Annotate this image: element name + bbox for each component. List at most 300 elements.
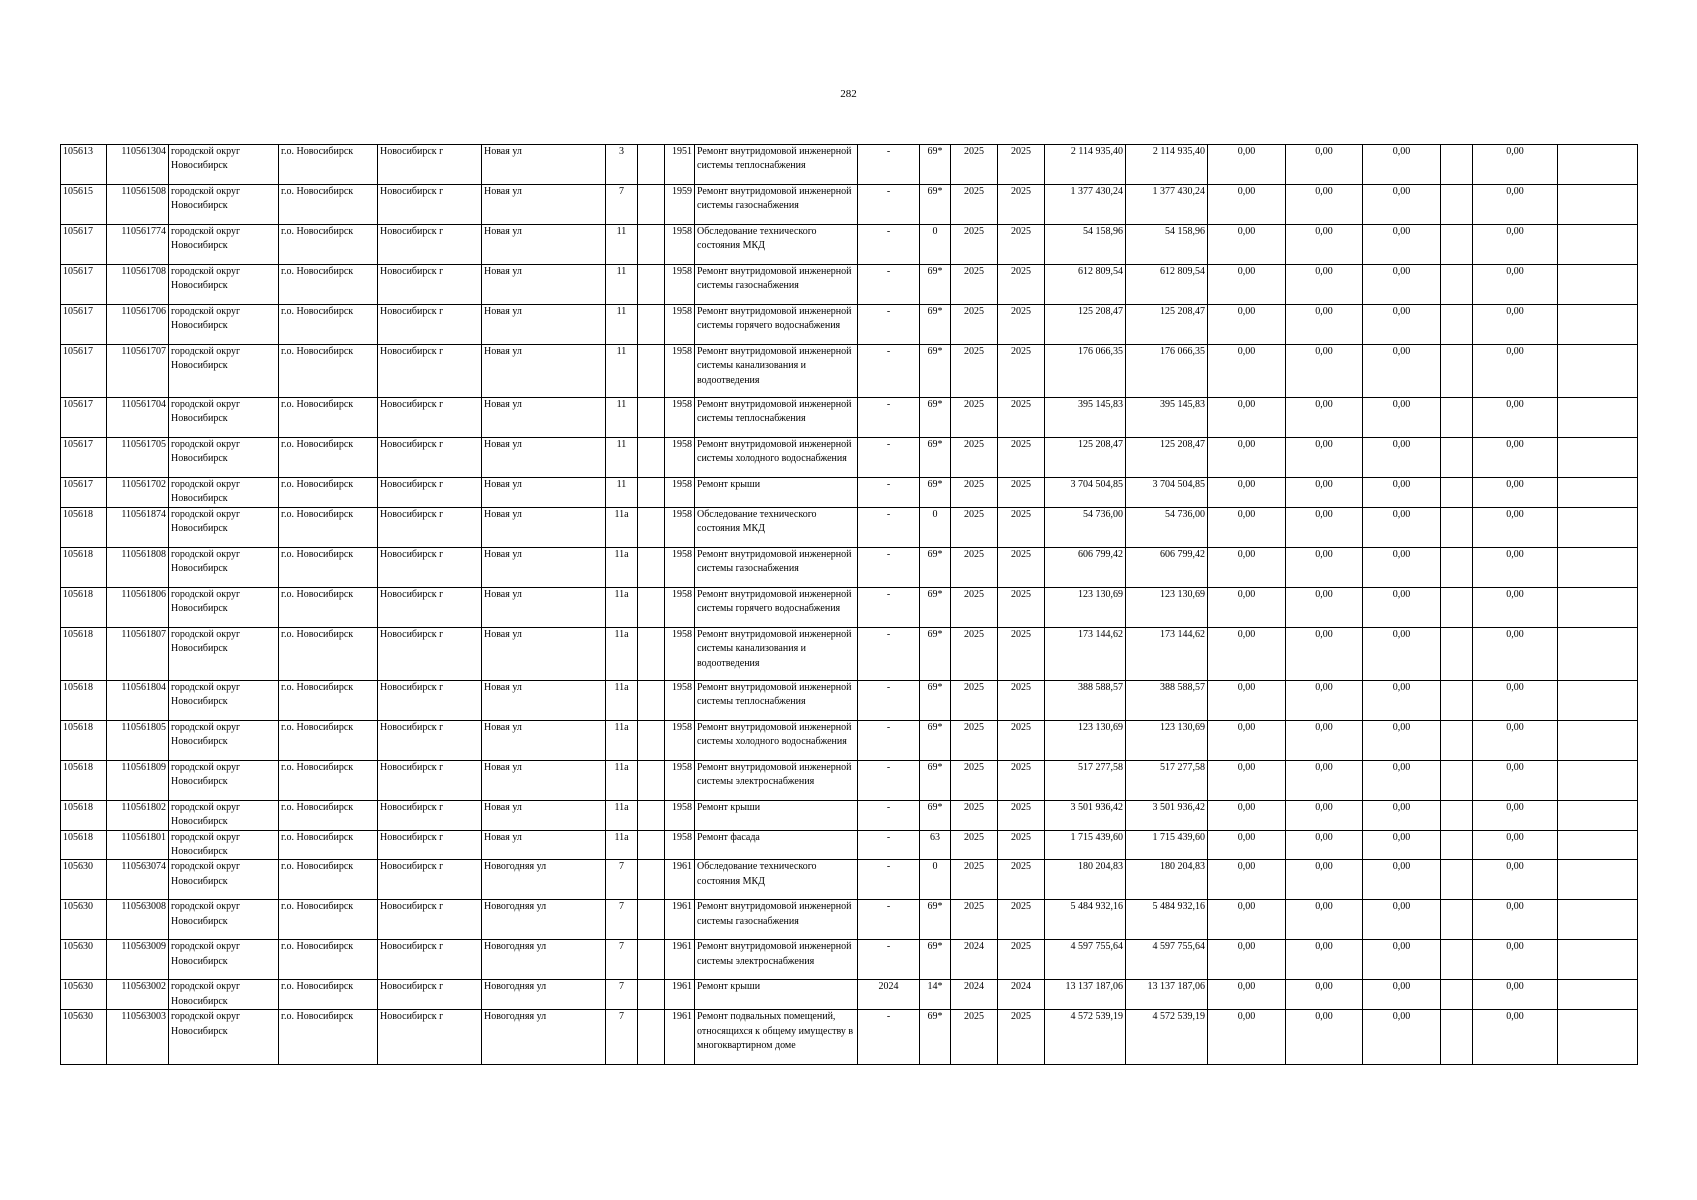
work-type-cell: Ремонт внутридомовой инженерной системы теплоснабжения: [695, 398, 858, 438]
building-cell: [638, 627, 665, 680]
extra-cell: [1558, 720, 1638, 760]
year-built-cell: 1951: [665, 145, 695, 185]
plan-end-year-cell: 2025: [998, 507, 1045, 547]
owner-funds-cell: 0,00: [1473, 185, 1558, 225]
spacer-cell: [1441, 680, 1473, 720]
table-row: [61, 438, 1638, 478]
extra-cell: [1558, 185, 1638, 225]
district-cell: г.о. Новосибирск: [279, 547, 378, 587]
total-cost-cell: 3 501 936,42: [1045, 800, 1126, 830]
extra-cell: [1558, 547, 1638, 587]
reg-number-cell: 105617: [61, 438, 107, 478]
municipality-cell: городской округ Новосибирск: [169, 900, 279, 940]
municipality-cell: городской округ Новосибирск: [169, 680, 279, 720]
year-built-cell: 1958: [665, 345, 695, 398]
district-cell: г.о. Новосибирск: [279, 438, 378, 478]
owner-funds-cell: 0,00: [1473, 587, 1558, 627]
street-cell: Новая ул: [482, 507, 606, 547]
house-number-cell: 7: [606, 1010, 638, 1065]
object-id-cell: 110561802: [107, 800, 169, 830]
last-repair-year-cell: -: [858, 680, 920, 720]
wear-cell: 69*: [920, 478, 951, 508]
building-cell: [638, 860, 665, 900]
wear-cell: 14*: [920, 980, 951, 1010]
municipality-cell: городской округ Новосибирск: [169, 720, 279, 760]
owner-funds-cell: 0,00: [1473, 507, 1558, 547]
work-type-cell: Ремонт внутридомовой инженерной системы горячего водоснабжения: [695, 305, 858, 345]
plan-end-year-cell: 2025: [998, 680, 1045, 720]
fund-cost-cell: 125 208,47: [1126, 438, 1208, 478]
local-funds-cell: 0,00: [1363, 1010, 1441, 1065]
reg-number-cell: 105630: [61, 860, 107, 900]
reg-number-cell: 105617: [61, 265, 107, 305]
city-cell: Новосибирск г: [378, 438, 482, 478]
plan-end-year-cell: 2025: [998, 940, 1045, 980]
year-built-cell: 1958: [665, 760, 695, 800]
plan-end-year-cell: 2025: [998, 265, 1045, 305]
work-type-cell: Ремонт внутридомовой инженерной системы теплоснабжения: [695, 680, 858, 720]
plan-start-year-cell: 2025: [951, 305, 998, 345]
spacer-cell: [1441, 305, 1473, 345]
wear-cell: 69*: [920, 398, 951, 438]
building-cell: [638, 830, 665, 860]
plan-start-year-cell: 2025: [951, 438, 998, 478]
last-repair-year-cell: -: [858, 345, 920, 398]
reg-number-cell: 105618: [61, 800, 107, 830]
total-cost-cell: 517 277,58: [1045, 760, 1126, 800]
federal-funds-cell: 0,00: [1208, 680, 1286, 720]
total-cost-cell: 4 572 539,19: [1045, 1010, 1126, 1065]
object-id-cell: 110561804: [107, 680, 169, 720]
fund-cost-cell: 606 799,42: [1126, 547, 1208, 587]
plan-end-year-cell: 2025: [998, 760, 1045, 800]
wear-cell: 69*: [920, 345, 951, 398]
plan-end-year-cell: 2025: [998, 900, 1045, 940]
year-built-cell: 1958: [665, 478, 695, 508]
owner-funds-cell: 0,00: [1473, 800, 1558, 830]
street-cell: Новая ул: [482, 398, 606, 438]
federal-funds-cell: 0,00: [1208, 860, 1286, 900]
building-cell: [638, 760, 665, 800]
extra-cell: [1558, 398, 1638, 438]
work-type-cell: Ремонт внутридомовой инженерной системы канализования и водоотведения: [695, 345, 858, 398]
reg-number-cell: 105618: [61, 720, 107, 760]
regional-funds-cell: 0,00: [1286, 680, 1363, 720]
owner-funds-cell: 0,00: [1473, 720, 1558, 760]
house-number-cell: 11: [606, 305, 638, 345]
regional-funds-cell: 0,00: [1286, 900, 1363, 940]
local-funds-cell: 0,00: [1363, 265, 1441, 305]
municipality-cell: городской округ Новосибирск: [169, 305, 279, 345]
regional-funds-cell: 0,00: [1286, 507, 1363, 547]
year-built-cell: 1958: [665, 507, 695, 547]
reg-number-cell: 105630: [61, 940, 107, 980]
owner-funds-cell: 0,00: [1473, 680, 1558, 720]
table-row: [61, 145, 1638, 185]
spacer-cell: [1441, 800, 1473, 830]
street-cell: Новогодняя ул: [482, 980, 606, 1010]
federal-funds-cell: 0,00: [1208, 398, 1286, 438]
plan-start-year-cell: 2025: [951, 830, 998, 860]
local-funds-cell: 0,00: [1363, 940, 1441, 980]
plan-end-year-cell: 2025: [998, 478, 1045, 508]
total-cost-cell: 125 208,47: [1045, 438, 1126, 478]
local-funds-cell: 0,00: [1363, 680, 1441, 720]
last-repair-year-cell: -: [858, 900, 920, 940]
extra-cell: [1558, 980, 1638, 1010]
street-cell: Новая ул: [482, 305, 606, 345]
city-cell: Новосибирск г: [378, 830, 482, 860]
extra-cell: [1558, 478, 1638, 508]
object-id-cell: 110563074: [107, 860, 169, 900]
district-cell: г.о. Новосибирск: [279, 145, 378, 185]
federal-funds-cell: 0,00: [1208, 145, 1286, 185]
building-cell: [638, 438, 665, 478]
spacer-cell: [1441, 438, 1473, 478]
fund-cost-cell: 4 572 539,19: [1126, 1010, 1208, 1065]
federal-funds-cell: 0,00: [1208, 980, 1286, 1010]
plan-start-year-cell: 2025: [951, 265, 998, 305]
street-cell: Новая ул: [482, 438, 606, 478]
city-cell: Новосибирск г: [378, 345, 482, 398]
total-cost-cell: 388 588,57: [1045, 680, 1126, 720]
fund-cost-cell: 173 144,62: [1126, 627, 1208, 680]
house-number-cell: 11а: [606, 587, 638, 627]
municipality-cell: городской округ Новосибирск: [169, 980, 279, 1010]
plan-start-year-cell: 2025: [951, 345, 998, 398]
city-cell: Новосибирск г: [378, 547, 482, 587]
wear-cell: 69*: [920, 265, 951, 305]
building-cell: [638, 980, 665, 1010]
federal-funds-cell: 0,00: [1208, 627, 1286, 680]
reg-number-cell: 105618: [61, 680, 107, 720]
street-cell: Новая ул: [482, 680, 606, 720]
municipality-cell: городской округ Новосибирск: [169, 438, 279, 478]
regional-funds-cell: 0,00: [1286, 800, 1363, 830]
local-funds-cell: 0,00: [1363, 800, 1441, 830]
municipality-cell: городской округ Новосибирск: [169, 587, 279, 627]
reg-number-cell: 105618: [61, 627, 107, 680]
district-cell: г.о. Новосибирск: [279, 345, 378, 398]
district-cell: г.о. Новосибирск: [279, 800, 378, 830]
plan-start-year-cell: 2025: [951, 507, 998, 547]
year-built-cell: 1958: [665, 800, 695, 830]
city-cell: Новосибирск г: [378, 980, 482, 1010]
plan-end-year-cell: 2025: [998, 145, 1045, 185]
local-funds-cell: 0,00: [1363, 438, 1441, 478]
house-number-cell: 11: [606, 265, 638, 305]
table-row: [61, 507, 1638, 547]
object-id-cell: 110563003: [107, 1010, 169, 1065]
regional-funds-cell: 0,00: [1286, 720, 1363, 760]
city-cell: Новосибирск г: [378, 680, 482, 720]
fund-cost-cell: 54 158,96: [1126, 225, 1208, 265]
fund-cost-cell: 3 501 936,42: [1126, 800, 1208, 830]
owner-funds-cell: 0,00: [1473, 900, 1558, 940]
owner-funds-cell: 0,00: [1473, 478, 1558, 508]
total-cost-cell: 395 145,83: [1045, 398, 1126, 438]
house-number-cell: 11: [606, 225, 638, 265]
plan-end-year-cell: 2025: [998, 830, 1045, 860]
plan-end-year-cell: 2025: [998, 225, 1045, 265]
table-row: [61, 720, 1638, 760]
wear-cell: 69*: [920, 547, 951, 587]
year-built-cell: 1958: [665, 627, 695, 680]
extra-cell: [1558, 507, 1638, 547]
fund-cost-cell: 54 736,00: [1126, 507, 1208, 547]
extra-cell: [1558, 940, 1638, 980]
year-built-cell: 1958: [665, 225, 695, 265]
federal-funds-cell: 0,00: [1208, 507, 1286, 547]
owner-funds-cell: 0,00: [1473, 627, 1558, 680]
house-number-cell: 7: [606, 185, 638, 225]
regional-funds-cell: 0,00: [1286, 1010, 1363, 1065]
last-repair-year-cell: -: [858, 398, 920, 438]
work-type-cell: Ремонт фасада: [695, 830, 858, 860]
street-cell: Новая ул: [482, 185, 606, 225]
year-built-cell: 1958: [665, 305, 695, 345]
district-cell: г.о. Новосибирск: [279, 478, 378, 508]
regional-funds-cell: 0,00: [1286, 145, 1363, 185]
municipality-cell: городской округ Новосибирск: [169, 860, 279, 900]
owner-funds-cell: 0,00: [1473, 940, 1558, 980]
year-built-cell: 1961: [665, 860, 695, 900]
total-cost-cell: 123 130,69: [1045, 720, 1126, 760]
municipality-cell: городской округ Новосибирск: [169, 145, 279, 185]
owner-funds-cell: 0,00: [1473, 830, 1558, 860]
work-type-cell: Ремонт внутридомовой инженерной системы холодного водоснабжения: [695, 438, 858, 478]
federal-funds-cell: 0,00: [1208, 265, 1286, 305]
regional-funds-cell: 0,00: [1286, 398, 1363, 438]
year-built-cell: 1961: [665, 940, 695, 980]
total-cost-cell: 612 809,54: [1045, 265, 1126, 305]
city-cell: Новосибирск г: [378, 1010, 482, 1065]
street-cell: Новая ул: [482, 830, 606, 860]
reg-number-cell: 105618: [61, 760, 107, 800]
total-cost-cell: 1 377 430,24: [1045, 185, 1126, 225]
district-cell: г.о. Новосибирск: [279, 225, 378, 265]
total-cost-cell: 13 137 187,06: [1045, 980, 1126, 1010]
municipality-cell: городской округ Новосибирск: [169, 830, 279, 860]
owner-funds-cell: 0,00: [1473, 547, 1558, 587]
plan-start-year-cell: 2024: [951, 980, 998, 1010]
plan-start-year-cell: 2024: [951, 940, 998, 980]
district-cell: г.о. Новосибирск: [279, 265, 378, 305]
spacer-cell: [1441, 345, 1473, 398]
wear-cell: 69*: [920, 305, 951, 345]
house-number-cell: 7: [606, 900, 638, 940]
building-cell: [638, 900, 665, 940]
work-type-cell: Ремонт подвальных помещений, относящихся к общему имуществу в многоквартирном доме: [695, 1010, 858, 1065]
street-cell: Новая ул: [482, 547, 606, 587]
city-cell: Новосибирск г: [378, 587, 482, 627]
house-number-cell: 11а: [606, 760, 638, 800]
object-id-cell: 110561808: [107, 547, 169, 587]
municipality-cell: городской округ Новосибирск: [169, 345, 279, 398]
building-cell: [638, 185, 665, 225]
wear-cell: 69*: [920, 720, 951, 760]
last-repair-year-cell: -: [858, 720, 920, 760]
object-id-cell: 110561702: [107, 478, 169, 508]
house-number-cell: 11а: [606, 547, 638, 587]
local-funds-cell: 0,00: [1363, 225, 1441, 265]
table-row: [61, 398, 1638, 438]
district-cell: г.о. Новосибирск: [279, 627, 378, 680]
city-cell: Новосибирск г: [378, 225, 482, 265]
city-cell: Новосибирск г: [378, 507, 482, 547]
year-built-cell: 1959: [665, 185, 695, 225]
street-cell: Новогодняя ул: [482, 1010, 606, 1065]
extra-cell: [1558, 900, 1638, 940]
total-cost-cell: 173 144,62: [1045, 627, 1126, 680]
last-repair-year-cell: -: [858, 305, 920, 345]
regional-funds-cell: 0,00: [1286, 478, 1363, 508]
table-row: [61, 305, 1638, 345]
fund-cost-cell: 612 809,54: [1126, 265, 1208, 305]
object-id-cell: 110561304: [107, 145, 169, 185]
work-type-cell: Ремонт внутридомовой инженерной системы теплоснабжения: [695, 145, 858, 185]
city-cell: Новосибирск г: [378, 800, 482, 830]
page-number: 282: [840, 88, 857, 100]
object-id-cell: 110561801: [107, 830, 169, 860]
table-row: [61, 940, 1638, 980]
total-cost-cell: 3 704 504,85: [1045, 478, 1126, 508]
regional-funds-cell: 0,00: [1286, 980, 1363, 1010]
building-cell: [638, 720, 665, 760]
fund-cost-cell: 517 277,58: [1126, 760, 1208, 800]
reg-number-cell: 105630: [61, 900, 107, 940]
last-repair-year-cell: -: [858, 1010, 920, 1065]
table-row: [61, 980, 1638, 1010]
work-type-cell: Ремонт внутридомовой инженерной системы газоснабжения: [695, 900, 858, 940]
owner-funds-cell: 0,00: [1473, 345, 1558, 398]
work-type-cell: Ремонт крыши: [695, 980, 858, 1010]
spacer-cell: [1441, 900, 1473, 940]
object-id-cell: 110561706: [107, 305, 169, 345]
city-cell: Новосибирск г: [378, 398, 482, 438]
plan-end-year-cell: 2025: [998, 860, 1045, 900]
street-cell: Новая ул: [482, 225, 606, 265]
local-funds-cell: 0,00: [1363, 547, 1441, 587]
house-number-cell: 11а: [606, 680, 638, 720]
wear-cell: 69*: [920, 760, 951, 800]
city-cell: Новосибирск г: [378, 760, 482, 800]
regional-funds-cell: 0,00: [1286, 265, 1363, 305]
street-cell: Новая ул: [482, 478, 606, 508]
table-row: [61, 547, 1638, 587]
owner-funds-cell: 0,00: [1473, 145, 1558, 185]
regional-funds-cell: 0,00: [1286, 860, 1363, 900]
object-id-cell: 110561774: [107, 225, 169, 265]
last-repair-year-cell: 2024: [858, 980, 920, 1010]
extra-cell: [1558, 627, 1638, 680]
municipality-cell: городской округ Новосибирск: [169, 225, 279, 265]
local-funds-cell: 0,00: [1363, 398, 1441, 438]
extra-cell: [1558, 1010, 1638, 1065]
reg-number-cell: 105630: [61, 980, 107, 1010]
last-repair-year-cell: -: [858, 760, 920, 800]
year-built-cell: 1961: [665, 980, 695, 1010]
house-number-cell: 11а: [606, 507, 638, 547]
federal-funds-cell: 0,00: [1208, 760, 1286, 800]
fund-cost-cell: 2 114 935,40: [1126, 145, 1208, 185]
total-cost-cell: 2 114 935,40: [1045, 145, 1126, 185]
city-cell: Новосибирск г: [378, 627, 482, 680]
building-cell: [638, 1010, 665, 1065]
building-cell: [638, 145, 665, 185]
fund-cost-cell: 176 066,35: [1126, 345, 1208, 398]
object-id-cell: 110561809: [107, 760, 169, 800]
owner-funds-cell: 0,00: [1473, 305, 1558, 345]
extra-cell: [1558, 305, 1638, 345]
building-cell: [638, 265, 665, 305]
street-cell: Новая ул: [482, 720, 606, 760]
extra-cell: [1558, 265, 1638, 305]
work-type-cell: Ремонт внутридомовой инженерной системы холодного водоснабжения: [695, 720, 858, 760]
local-funds-cell: 0,00: [1363, 305, 1441, 345]
spacer-cell: [1441, 507, 1473, 547]
district-cell: г.о. Новосибирск: [279, 980, 378, 1010]
table-row: [61, 760, 1638, 800]
capital-repair-register-table: [60, 144, 1638, 1065]
reg-number-cell: 105613: [61, 145, 107, 185]
object-id-cell: 110561874: [107, 507, 169, 547]
work-type-cell: Обследование технического состояния МКД: [695, 507, 858, 547]
federal-funds-cell: 0,00: [1208, 587, 1286, 627]
wear-cell: 69*: [920, 680, 951, 720]
owner-funds-cell: 0,00: [1473, 225, 1558, 265]
district-cell: г.о. Новосибирск: [279, 305, 378, 345]
building-cell: [638, 225, 665, 265]
house-number-cell: 11: [606, 345, 638, 398]
work-type-cell: Ремонт внутридомовой инженерной системы газоснабжения: [695, 265, 858, 305]
spacer-cell: [1441, 830, 1473, 860]
city-cell: Новосибирск г: [378, 900, 482, 940]
work-type-cell: Ремонт внутридомовой инженерной системы электроснабжения: [695, 760, 858, 800]
work-type-cell: Ремонт крыши: [695, 478, 858, 508]
object-id-cell: 110561508: [107, 185, 169, 225]
last-repair-year-cell: -: [858, 265, 920, 305]
district-cell: г.о. Новосибирск: [279, 507, 378, 547]
street-cell: Новогодняя ул: [482, 940, 606, 980]
total-cost-cell: 4 597 755,64: [1045, 940, 1126, 980]
reg-number-cell: 105618: [61, 830, 107, 860]
local-funds-cell: 0,00: [1363, 478, 1441, 508]
regional-funds-cell: 0,00: [1286, 345, 1363, 398]
wear-cell: 69*: [920, 185, 951, 225]
object-id-cell: 110561807: [107, 627, 169, 680]
fund-cost-cell: 5 484 932,16: [1126, 900, 1208, 940]
year-built-cell: 1958: [665, 265, 695, 305]
fund-cost-cell: 1 377 430,24: [1126, 185, 1208, 225]
total-cost-cell: 176 066,35: [1045, 345, 1126, 398]
table-row: [61, 587, 1638, 627]
house-number-cell: 11а: [606, 627, 638, 680]
plan-end-year-cell: 2025: [998, 627, 1045, 680]
extra-cell: [1558, 760, 1638, 800]
house-number-cell: 11: [606, 398, 638, 438]
owner-funds-cell: 0,00: [1473, 265, 1558, 305]
federal-funds-cell: 0,00: [1208, 900, 1286, 940]
table-row: [61, 800, 1638, 830]
total-cost-cell: 180 204,83: [1045, 860, 1126, 900]
year-built-cell: 1961: [665, 900, 695, 940]
last-repair-year-cell: -: [858, 507, 920, 547]
table-row: [61, 1010, 1638, 1065]
street-cell: Новая ул: [482, 345, 606, 398]
district-cell: г.о. Новосибирск: [279, 185, 378, 225]
plan-start-year-cell: 2025: [951, 680, 998, 720]
